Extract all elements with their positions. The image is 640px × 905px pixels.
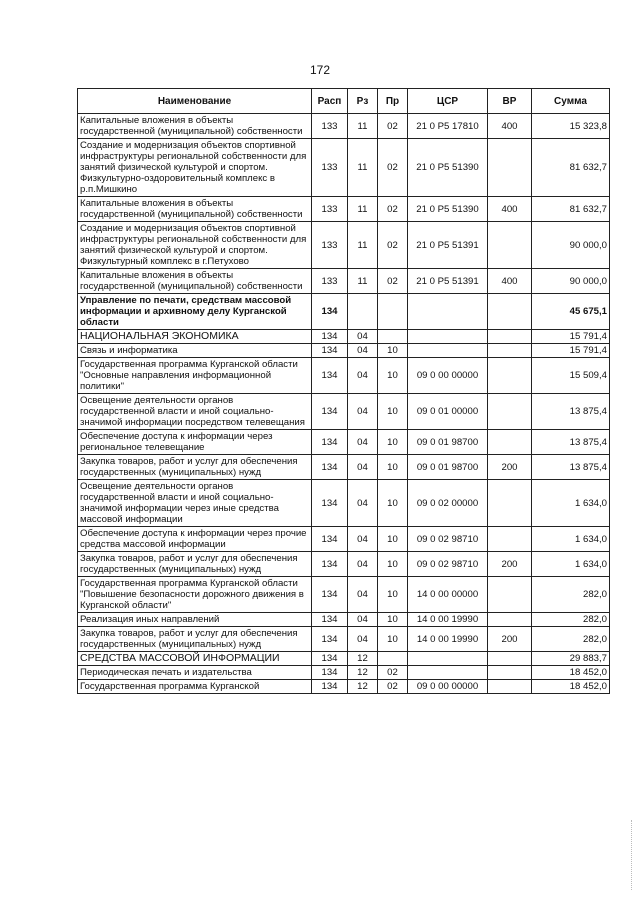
cell-name: Освещение деятельности органов государственной власти и иной социально-значимой информации через иные средства массовой информации bbox=[78, 480, 312, 527]
cell-rasp: 134 bbox=[312, 666, 348, 680]
page-number: 172 bbox=[309, 63, 331, 77]
cell-vr bbox=[488, 577, 532, 613]
cell-csr: 09 0 02 98710 bbox=[408, 527, 488, 552]
cell-pr: 10 bbox=[378, 455, 408, 480]
cell-rasp: 134 bbox=[312, 627, 348, 652]
cell-csr: 14 0 00 19990 bbox=[408, 613, 488, 627]
cell-pr: 10 bbox=[378, 552, 408, 577]
cell-name: Обеспечение доступа к информации через региональное телевещание bbox=[78, 430, 312, 455]
column-header-rz: Рз bbox=[348, 89, 378, 114]
cell-vr bbox=[488, 394, 532, 430]
cell-vr bbox=[488, 680, 532, 694]
cell-pr: 10 bbox=[378, 527, 408, 552]
table-row bbox=[78, 197, 610, 222]
cell-rz: 11 bbox=[348, 269, 378, 294]
cell-vr bbox=[488, 358, 532, 394]
cell-vr: 400 bbox=[488, 269, 532, 294]
cell-sum: 29 883,7 bbox=[532, 652, 610, 666]
cell-pr: 02 bbox=[378, 680, 408, 694]
cell-sum: 13 875,4 bbox=[532, 455, 610, 480]
cell-csr bbox=[408, 294, 488, 330]
cell-rasp: 134 bbox=[312, 577, 348, 613]
table-row bbox=[78, 666, 610, 680]
cell-vr bbox=[488, 222, 532, 269]
cell-name: Обеспечение доступа к информации через прочие средства массовой информации bbox=[78, 527, 312, 552]
cell-rz: 11 bbox=[348, 114, 378, 139]
cell-vr bbox=[488, 344, 532, 358]
table-header-row bbox=[78, 89, 610, 114]
cell-name: Государственная программа Курганской области "Основные направления информационной политики" bbox=[78, 358, 312, 394]
cell-rz: 04 bbox=[348, 627, 378, 652]
cell-csr bbox=[408, 666, 488, 680]
cell-csr bbox=[408, 344, 488, 358]
cell-pr: 10 bbox=[378, 480, 408, 527]
cell-name: СРЕДСТВА МАССОВОЙ ИНФОРМАЦИИ bbox=[78, 652, 312, 666]
cell-csr: 21 0 Р5 51391 bbox=[408, 222, 488, 269]
cell-pr: 10 bbox=[378, 344, 408, 358]
cell-rz: 11 bbox=[348, 139, 378, 197]
cell-rasp: 134 bbox=[312, 552, 348, 577]
cell-sum: 282,0 bbox=[532, 627, 610, 652]
table-row bbox=[78, 139, 610, 197]
cell-sum: 90 000,0 bbox=[532, 222, 610, 269]
cell-rasp: 134 bbox=[312, 613, 348, 627]
cell-vr bbox=[488, 527, 532, 552]
cell-rz bbox=[348, 294, 378, 330]
cell-sum: 1 634,0 bbox=[532, 527, 610, 552]
cell-rasp: 133 bbox=[312, 269, 348, 294]
cell-rz: 04 bbox=[348, 455, 378, 480]
cell-sum: 15 791,4 bbox=[532, 344, 610, 358]
cell-sum: 13 875,4 bbox=[532, 394, 610, 430]
cell-csr: 09 0 00 00000 bbox=[408, 358, 488, 394]
cell-csr: 14 0 00 00000 bbox=[408, 577, 488, 613]
cell-csr bbox=[408, 330, 488, 344]
cell-name: Государственная программа Курганской области "Повышение безопасности дорожного движения в Курганской области" bbox=[78, 577, 312, 613]
cell-vr: 200 bbox=[488, 627, 532, 652]
column-header-pr: Пр bbox=[378, 89, 408, 114]
cell-sum: 282,0 bbox=[532, 613, 610, 627]
table-row bbox=[78, 344, 610, 358]
cell-name: Реализация иных направлений bbox=[78, 613, 312, 627]
cell-rasp: 134 bbox=[312, 480, 348, 527]
cell-rasp: 134 bbox=[312, 344, 348, 358]
column-header-rasp: Расп bbox=[312, 89, 348, 114]
cell-rz: 04 bbox=[348, 394, 378, 430]
cell-rz: 04 bbox=[348, 430, 378, 455]
column-header-name: Наименование bbox=[78, 89, 312, 114]
cell-pr: 02 bbox=[378, 222, 408, 269]
cell-name: Капитальные вложения в объекты государственной (муниципальной) собственности bbox=[78, 197, 312, 222]
cell-csr: 21 0 Р5 51391 bbox=[408, 269, 488, 294]
cell-pr: 02 bbox=[378, 139, 408, 197]
cell-rz: 11 bbox=[348, 222, 378, 269]
cell-pr: 02 bbox=[378, 114, 408, 139]
cell-name: Капитальные вложения в объекты государственной (муниципальной) собственности bbox=[78, 269, 312, 294]
cell-vr bbox=[488, 480, 532, 527]
cell-name: Создание и модернизация объектов спортивной инфраструктуры региональной собственности для занятий физической культурой и спортом. Физкультурно-оздоровительный комплекс в р.п.Мишкино bbox=[78, 139, 312, 197]
column-header-sum: Сумма bbox=[532, 89, 610, 114]
cell-pr: 02 bbox=[378, 666, 408, 680]
cell-rasp: 133 bbox=[312, 114, 348, 139]
cell-vr: 400 bbox=[488, 114, 532, 139]
cell-sum: 15 323,8 bbox=[532, 114, 610, 139]
cell-name: Освещение деятельности органов государственной власти и иной социально-значимой информации посредством телевещания bbox=[78, 394, 312, 430]
cell-vr bbox=[488, 330, 532, 344]
cell-sum: 13 875,4 bbox=[532, 430, 610, 455]
scan-edge-mark bbox=[631, 820, 634, 890]
cell-pr bbox=[378, 652, 408, 666]
cell-rz: 04 bbox=[348, 552, 378, 577]
cell-rz: 04 bbox=[348, 577, 378, 613]
cell-rasp: 134 bbox=[312, 527, 348, 552]
cell-name: Закупка товаров, работ и услуг для обеспечения государственных (муниципальных) нужд bbox=[78, 627, 312, 652]
cell-vr bbox=[488, 294, 532, 330]
cell-csr: 09 0 01 98700 bbox=[408, 430, 488, 455]
table-row bbox=[78, 222, 610, 269]
cell-sum: 15 509,4 bbox=[532, 358, 610, 394]
cell-csr: 21 0 Р5 17810 bbox=[408, 114, 488, 139]
cell-pr: 02 bbox=[378, 197, 408, 222]
cell-sum: 45 675,1 bbox=[532, 294, 610, 330]
cell-vr: 200 bbox=[488, 455, 532, 480]
table-row bbox=[78, 294, 610, 330]
cell-name: Закупка товаров, работ и услуг для обеспечения государственных (муниципальных) нужд bbox=[78, 552, 312, 577]
cell-sum: 1 634,0 bbox=[532, 480, 610, 527]
cell-rasp: 134 bbox=[312, 430, 348, 455]
cell-name: НАЦИОНАЛЬНАЯ ЭКОНОМИКА bbox=[78, 330, 312, 344]
cell-rasp: 133 bbox=[312, 197, 348, 222]
cell-pr: 10 bbox=[378, 394, 408, 430]
cell-name: Управление по печати, средствам массовой информации и архивному делу Курганской области bbox=[78, 294, 312, 330]
table-row bbox=[78, 552, 610, 577]
cell-rasp: 134 bbox=[312, 652, 348, 666]
cell-csr: 09 0 02 00000 bbox=[408, 480, 488, 527]
cell-csr: 09 0 00 00000 bbox=[408, 680, 488, 694]
cell-sum: 81 632,7 bbox=[532, 197, 610, 222]
cell-pr: 02 bbox=[378, 269, 408, 294]
table-row bbox=[78, 455, 610, 480]
cell-vr: 400 bbox=[488, 197, 532, 222]
table-row bbox=[78, 577, 610, 613]
cell-rasp: 134 bbox=[312, 358, 348, 394]
table-row bbox=[78, 652, 610, 666]
table-row bbox=[78, 394, 610, 430]
cell-name: Периодическая печать и издательства bbox=[78, 666, 312, 680]
cell-rz: 04 bbox=[348, 613, 378, 627]
cell-rz: 04 bbox=[348, 527, 378, 552]
cell-rz: 12 bbox=[348, 680, 378, 694]
cell-csr: 21 0 Р5 51390 bbox=[408, 197, 488, 222]
cell-pr bbox=[378, 294, 408, 330]
cell-csr: 09 0 01 00000 bbox=[408, 394, 488, 430]
table-body bbox=[78, 114, 610, 694]
cell-rasp: 133 bbox=[312, 222, 348, 269]
table-row bbox=[78, 627, 610, 652]
cell-pr: 10 bbox=[378, 430, 408, 455]
column-header-csr: ЦСР bbox=[408, 89, 488, 114]
cell-rz: 12 bbox=[348, 666, 378, 680]
cell-rz: 11 bbox=[348, 197, 378, 222]
table-row bbox=[78, 269, 610, 294]
cell-sum: 1 634,0 bbox=[532, 552, 610, 577]
table-row bbox=[78, 613, 610, 627]
cell-sum: 282,0 bbox=[532, 577, 610, 613]
cell-rasp: 134 bbox=[312, 680, 348, 694]
cell-vr bbox=[488, 666, 532, 680]
cell-vr bbox=[488, 430, 532, 455]
table-row bbox=[78, 330, 610, 344]
cell-rasp: 133 bbox=[312, 139, 348, 197]
cell-csr bbox=[408, 652, 488, 666]
cell-rasp: 134 bbox=[312, 330, 348, 344]
cell-csr: 14 0 00 19990 bbox=[408, 627, 488, 652]
cell-rz: 12 bbox=[348, 652, 378, 666]
cell-sum: 18 452,0 bbox=[532, 666, 610, 680]
cell-pr bbox=[378, 330, 408, 344]
cell-pr: 10 bbox=[378, 627, 408, 652]
cell-sum: 81 632,7 bbox=[532, 139, 610, 197]
cell-sum: 90 000,0 bbox=[532, 269, 610, 294]
cell-name: Капитальные вложения в объекты государственной (муниципальной) собственности bbox=[78, 114, 312, 139]
cell-rz: 04 bbox=[348, 344, 378, 358]
cell-name: Закупка товаров, работ и услуг для обеспечения государственных (муниципальных) нужд bbox=[78, 455, 312, 480]
cell-vr bbox=[488, 139, 532, 197]
cell-rz: 04 bbox=[348, 480, 378, 527]
table-row bbox=[78, 430, 610, 455]
table-row bbox=[78, 680, 610, 694]
cell-name: Связь и информатика bbox=[78, 344, 312, 358]
column-header-vr: ВР bbox=[488, 89, 532, 114]
budget-table bbox=[77, 88, 610, 694]
cell-csr: 09 0 01 98700 bbox=[408, 455, 488, 480]
cell-rasp: 134 bbox=[312, 455, 348, 480]
cell-vr: 200 bbox=[488, 552, 532, 577]
cell-vr bbox=[488, 652, 532, 666]
table-row bbox=[78, 114, 610, 139]
cell-pr: 10 bbox=[378, 613, 408, 627]
cell-sum: 15 791,4 bbox=[532, 330, 610, 344]
cell-rasp: 134 bbox=[312, 394, 348, 430]
cell-csr: 21 0 Р5 51390 bbox=[408, 139, 488, 197]
cell-vr bbox=[488, 613, 532, 627]
cell-rz: 04 bbox=[348, 358, 378, 394]
cell-pr: 10 bbox=[378, 577, 408, 613]
cell-csr: 09 0 02 98710 bbox=[408, 552, 488, 577]
cell-sum: 18 452,0 bbox=[532, 680, 610, 694]
cell-name: Государственная программа Курганской bbox=[78, 680, 312, 694]
table-row bbox=[78, 480, 610, 527]
cell-rasp: 134 bbox=[312, 294, 348, 330]
table-row bbox=[78, 527, 610, 552]
cell-rz: 04 bbox=[348, 330, 378, 344]
cell-pr: 10 bbox=[378, 358, 408, 394]
table-row bbox=[78, 358, 610, 394]
cell-name: Создание и модернизация объектов спортивной инфраструктуры региональной собственности для занятий физической культурой и спортом. Физкультурный комплекс в г.Петухово bbox=[78, 222, 312, 269]
